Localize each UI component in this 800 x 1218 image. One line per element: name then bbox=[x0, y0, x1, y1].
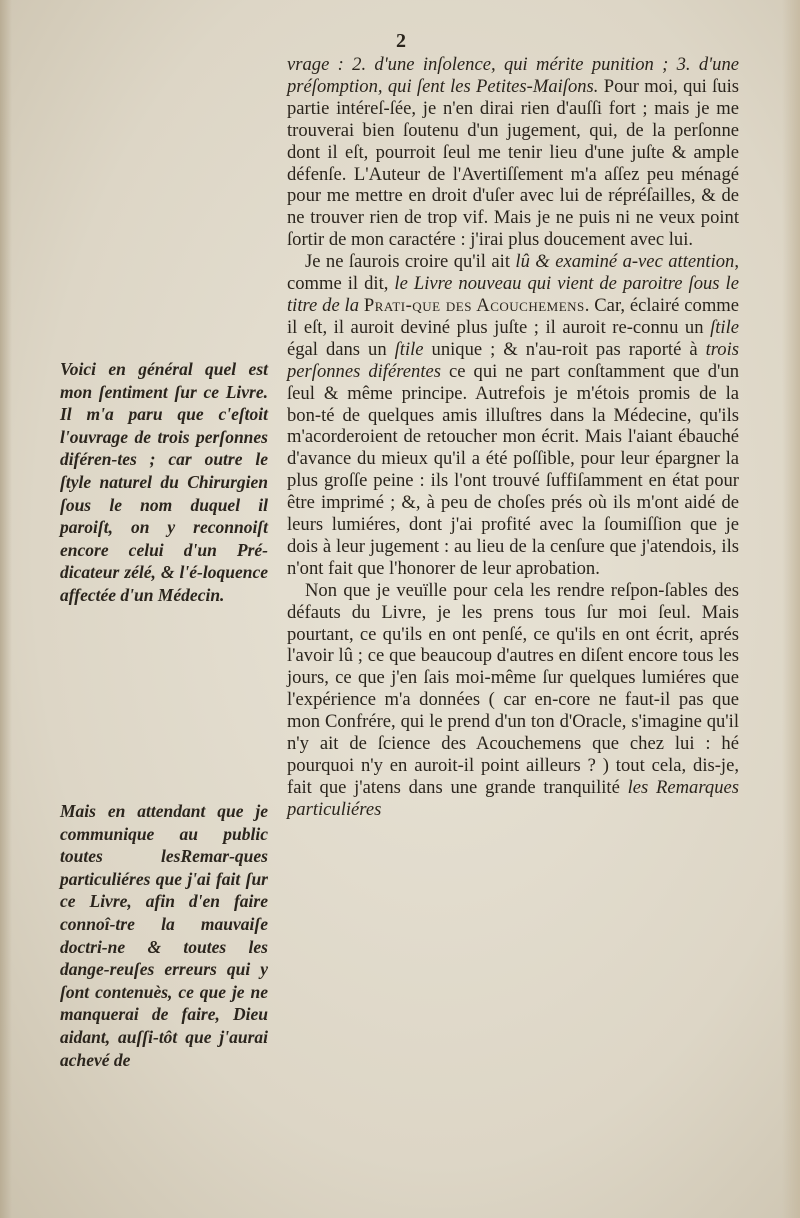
italic-text: ſtile bbox=[710, 316, 739, 338]
paragraph bbox=[287, 54, 739, 251]
margin-note: Mais en attendant que je communique au public toutes lesRemar-ques particuliéres que j'ai fait ſur ce Livre, afin d'en faire connoî-tre la mauvaiſe doctri-ne & toutes les dange-reuſes erreurs qui y ſont contenuès, ce que je ne manquerai de faire, Dieu aidant, auſſi-tôt que j'aurai achevé de bbox=[60, 801, 268, 1070]
italic-text: ſtile bbox=[394, 338, 424, 360]
text-run: égal dans un bbox=[287, 338, 395, 360]
italic-text: lû & examiné a-vec attention bbox=[515, 251, 735, 273]
italic-text: les Remarques particuliéres bbox=[287, 776, 739, 820]
text-run: Non que je veuïlle pour cela les rendre reſpon-ſables des défauts du Livre, je les prens tous ſur moi ſeul. Mais pourtant, ce qu'ils en ont penſé, ce qu'ils en ont écrit, aprés l'avoir lû ; ce que beaucoup d'autres en diſent encore tous les jours, ce que j'en ſais moi-même ſur quelques lumiéres que l'expérience m'a données ( car en-core ne faut-il pas que mon Confrére, qui le prend d'un ton d'Oracle, s'imagine qu'il n'y ait de ſcience des Acouchemens que chez lui : hé pourquoi n'y en auroit-il point ailleurs ? ) tout cela, dis-je, fait que j'atens dans une grande tranquilité bbox=[287, 579, 739, 798]
main-text-column bbox=[287, 54, 739, 821]
page-number: 2 bbox=[396, 30, 407, 52]
small-caps-text: Prati-que des Acouchemens bbox=[363, 294, 585, 316]
margin-note: Voici en général quel est mon ſentiment ſur ce Livre. Il m'a paru que c'eſtoit l'ouvrage de trois perſonnes diféren-tes ; car outre le ſtyle naturel du Chirurgien ſous le nom duquel il paroiſt, on y reconnoiſt encore celui d'un Pré-dicateur zélé, & l'é-loquence affectée d'un Médecin. bbox=[60, 359, 268, 605]
italic-text: trois perſonnes diférentes bbox=[287, 338, 739, 382]
text-run: . Car, éclairé comme il eſt, il auroit deviné plus juſte ; il auroit re-connu un bbox=[287, 294, 740, 338]
text-run: , comme il dit, bbox=[287, 251, 740, 295]
paragraph bbox=[287, 580, 739, 821]
text-run: Pour moi, qui ſuis partie intéreſ-ſée, je n'en dirai rien d'auſſi fort ; mais je me trouverai bien ſoutenu d'un jugement, qui, de la perſonne dont il eſt, pourroit ſeul me tenir lieu d'une juſte & ample défenſe. L'Auteur de l'Avertiſſement m'a aſſez peu ménagé pour me mettre en droit d'uſer avec lui de répréſailles, & de ne trouver rien de trop vif. Mais je ne puis ni ne veux point ſortir de mon caractére : j'irai plus doucement avec lui. bbox=[287, 75, 739, 251]
page-edge-left bbox=[0, 0, 12, 1218]
italic-text: vrage : 2. d'une inſolence, qui mérite punition ; 3. d'une préſomption, qui ſent les Petites-Maiſons. bbox=[287, 54, 739, 97]
paragraph bbox=[287, 251, 739, 580]
text-run: unique ; & n'au-roit pas raporté à bbox=[423, 338, 706, 360]
text-run: Je ne ſaurois croire qu'il ait bbox=[305, 251, 516, 273]
italic-text: le Livre nouveau qui vient de paroitre ſous le titre de la bbox=[287, 273, 739, 316]
page-edge-right bbox=[782, 0, 800, 1218]
text-run: ce qui ne part conſtamment que d'un ſeul & même principe. Autrefois je m'étois promis de la bon-té de quelques amis illuſtres dans la Médecine, qu'ils m'acorderoient de retoucher mon écrit. Mais l'aiant ébauché d'avance du mieux qu'il a été poſſible, pour leur épargner la plus groſſe peine : ils l'ont trouvé ſuffiſamment en état pour être imprimé ; &, à peu de choſes prés où ils m'ont aidé de leurs lumiéres, dont j'ai profité avec la ſoumiſſion que je dois à leur jugement : au lieu de la cenſure que j'atendois, ils n'ont fait que l'honorer de leur aprobation. bbox=[287, 360, 739, 579]
